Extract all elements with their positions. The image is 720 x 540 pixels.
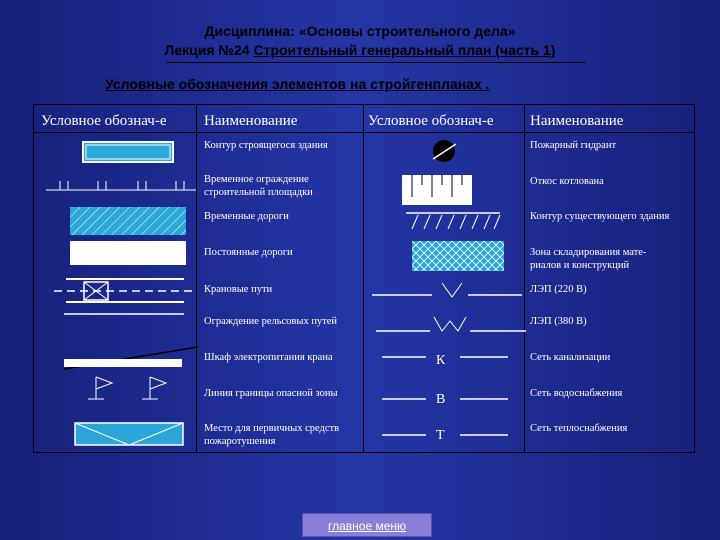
- heating-letter: Т: [436, 428, 445, 443]
- legend-name: ЛЭП (220 В): [530, 284, 587, 295]
- col-header-name-left: Наименование: [204, 113, 298, 129]
- legend-name: Временные дороги: [204, 211, 289, 222]
- temporary-road-symbol: [70, 207, 186, 235]
- main-menu-button[interactable]: главное меню: [302, 513, 432, 537]
- legend-name: Место для первичных средств пожаротушения: [204, 423, 340, 447]
- power-line-380-symbol: [376, 313, 526, 335]
- legend-name: Линия границы опасной зоны: [204, 388, 338, 399]
- crane-power-cabinet-symbol: [64, 345, 200, 371]
- danger-zone-boundary-symbol: [78, 373, 178, 403]
- legend-name: Постоянные дороги: [204, 247, 293, 258]
- legend-name: Контур строящегося здания: [204, 140, 328, 151]
- fire-equipment-place-symbol: [74, 422, 184, 446]
- column-divider: [196, 105, 197, 452]
- power-line-220-symbol: [372, 279, 522, 301]
- legend-name: Шкаф электропитания крана: [204, 352, 333, 363]
- discipline-title: Дисциплина: «Основы строительного дела»: [204, 23, 516, 39]
- legend-name: Сеть теплоснабжения: [530, 423, 628, 434]
- section-subtitle: Условные обозначения элементов на стройгенпланах .: [105, 76, 490, 92]
- col-header-symbol-right: Условное обознач-е: [368, 113, 494, 129]
- legend-name: ЛЭП (380 В): [530, 316, 587, 327]
- col-header-symbol-left: Условное обознач-е: [41, 113, 167, 129]
- permanent-road-symbol: [70, 241, 186, 265]
- crane-track-symbol: [54, 275, 194, 305]
- col-header-name-right: Наименование: [530, 113, 624, 129]
- lecture-topic: Строительный генеральный план (часть 1): [253, 42, 556, 58]
- lecture-title: [0, 42, 720, 58]
- legend-name: Контур существующего здания: [530, 211, 670, 222]
- legend-name: Временное ограждение строительной площадки: [204, 174, 313, 198]
- building-outline-symbol: [82, 141, 174, 163]
- legend-name: Пожарный гидрант: [530, 140, 617, 151]
- sewer-letter: К: [436, 353, 446, 368]
- legend-name: Откос котлована: [530, 176, 604, 187]
- storage-zone-symbol: [412, 241, 504, 271]
- pit-slope-symbol: [402, 175, 472, 205]
- column-divider: [524, 105, 525, 452]
- legend-name: Сеть канализации: [530, 352, 611, 363]
- legend-table: [33, 104, 695, 453]
- temporary-fence-symbol: [46, 177, 196, 193]
- lecture-number: Лекция №24: [164, 42, 254, 58]
- water-letter: В: [436, 392, 446, 407]
- rail-fence-symbol: [64, 309, 184, 321]
- legend-name: Крановые пути: [204, 284, 273, 295]
- column-divider: [363, 105, 364, 452]
- legend-name: Ограждение рельсовых путей: [204, 316, 338, 327]
- legend-name: Сеть водоснабжения: [530, 388, 623, 399]
- legend-name: Зона складирования мате-риалов и конструкций: [530, 247, 647, 271]
- title-divider: [166, 62, 586, 63]
- header-divider: [34, 132, 694, 133]
- fire-hydrant-symbol: [430, 137, 460, 165]
- existing-building-symbol: [406, 209, 502, 231]
